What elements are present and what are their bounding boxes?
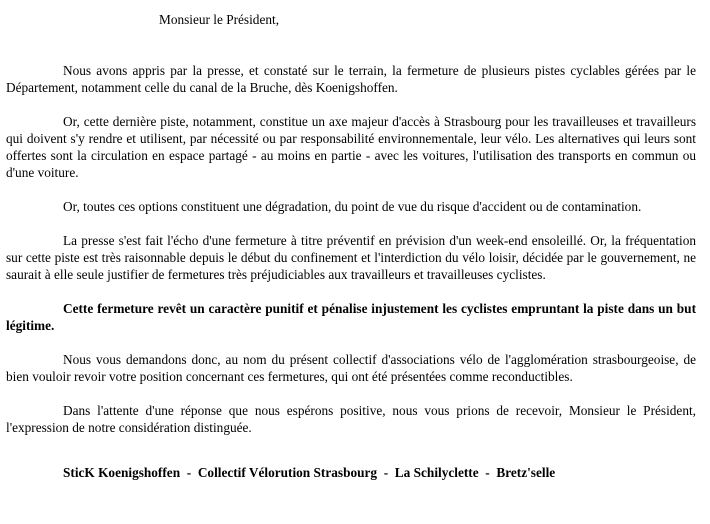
letter-body bbox=[6, 11, 696, 481]
spacer bbox=[6, 334, 696, 351]
paragraph-6: Nous vous demandons donc, au nom du présent collectif d'associations vélo de l'agglomération strasbourgeoise, de bien vouloir revoir votre position concernant ces fermetures, qui ont été présentées comme reconductibles. bbox=[6, 352, 696, 384]
spacer bbox=[6, 28, 696, 62]
salutation: Monsieur le Président, bbox=[159, 12, 280, 27]
signature-line: SticK Koenigshoffen - Collectif Vélorution Strasbourg - La Schilyclette - Bretz'selle bbox=[63, 465, 556, 480]
spacer bbox=[6, 96, 696, 113]
paragraph-2: Or, cette dernière piste, notamment, constitue un axe majeur d'accès à Strasbourg pour les travailleuses et travailleurs qui doivent s'y rendre et utilisent, par nécessité ou par responsabilité environnementale, leur vélo. Les alternatives qui leurs sont offertes sont la circulation en espace partagé - au moins en partie - avec les voitures, l'utilisation des transports en commun ou d'une voiture. bbox=[6, 114, 696, 180]
spacer bbox=[6, 436, 696, 464]
paragraph-1: Nous avons appris par la presse, et constaté sur le terrain, la fermeture de plusieurs pistes cyclables gérées par le Département, notamment celle du canal de la Bruche, dès Koenigshoffen. bbox=[6, 63, 696, 95]
paragraph-7: Dans l'attente d'une réponse que nous espérons positive, nous vous prions de recevoir, Monsieur le Président, l'expression de notre considération distinguée. bbox=[6, 403, 696, 435]
spacer bbox=[6, 385, 696, 402]
paragraph-5-emphasis: Cette fermeture revêt un caractère punitif et pénalise injustement les cyclistes empruntant la piste dans un but légitime. bbox=[6, 301, 696, 333]
spacer bbox=[6, 181, 696, 198]
spacer bbox=[6, 215, 696, 232]
spacer bbox=[6, 283, 696, 300]
paragraph-3: Or, toutes ces options constituent une dégradation, du point de vue du risque d'accident ou de contamination. bbox=[63, 199, 642, 214]
paragraph-4: La presse s'est fait l'écho d'une fermeture à titre préventif en prévision d'un week-end ensoleillé. Or, la fréquentation sur cette piste est très raisonnable depuis le début du confinement et l'interdiction du vélo loisir, décidée par le gouvernement, ne saurait à elle seule justifier de fermetures très préjudiciables aux travailleurs et travailleuses cyclistes. bbox=[6, 233, 696, 282]
